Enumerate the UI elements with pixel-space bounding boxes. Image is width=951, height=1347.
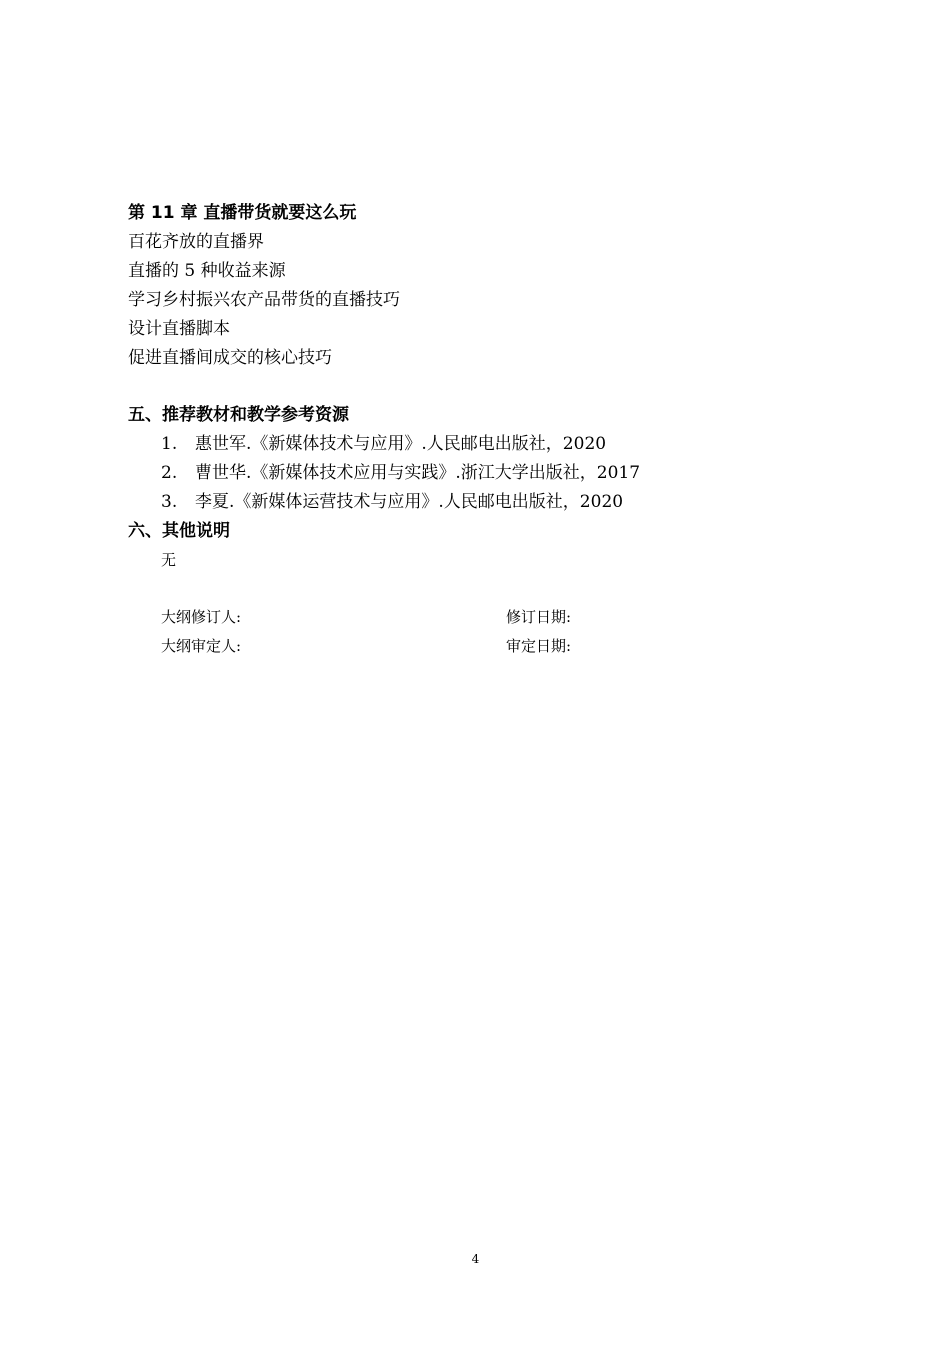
approve-date-label: 审定日期: (506, 637, 572, 655)
chapter-item: 促进直播间成交的核心技巧 (128, 348, 332, 368)
approver-label: 大纲审定人: (161, 637, 242, 655)
page-number: 4 (471, 1252, 480, 1266)
section-heading-other-notes: 六、其他说明 (128, 521, 230, 541)
other-notes-body: 无 (161, 551, 177, 569)
chapter-item: 直播的 5 种收益来源 (128, 261, 286, 281)
revise-date-label: 修订日期: (506, 608, 572, 626)
reference-number: 2. (161, 463, 178, 483)
section-heading-references: 五、推荐教材和教学参考资源 (128, 405, 349, 425)
reference-item (161, 432, 606, 456)
reference-number: 1. (161, 434, 178, 454)
chapter-title: 第 11 章 直播带货就要这么玩 (128, 203, 357, 223)
reference-text: 惠世军.《新媒体技术与应用》.人民邮电出版社，2020 (195, 434, 607, 454)
reference-text: 李夏.《新媒体运营技术与应用》.人民邮电出版社，2020 (195, 492, 624, 512)
reference-item (161, 461, 640, 485)
reference-number: 3. (161, 492, 178, 512)
reviser-label: 大纲修订人: (161, 608, 242, 626)
reference-item (161, 490, 623, 514)
chapter-item: 设计直播脚本 (128, 319, 230, 339)
reference-text: 曹世华.《新媒体技术应用与实践》.浙江大学出版社，2017 (195, 463, 641, 483)
chapter-item: 学习乡村振兴农产品带货的直播技巧 (128, 290, 400, 310)
chapter-item: 百花齐放的直播界 (128, 232, 264, 252)
